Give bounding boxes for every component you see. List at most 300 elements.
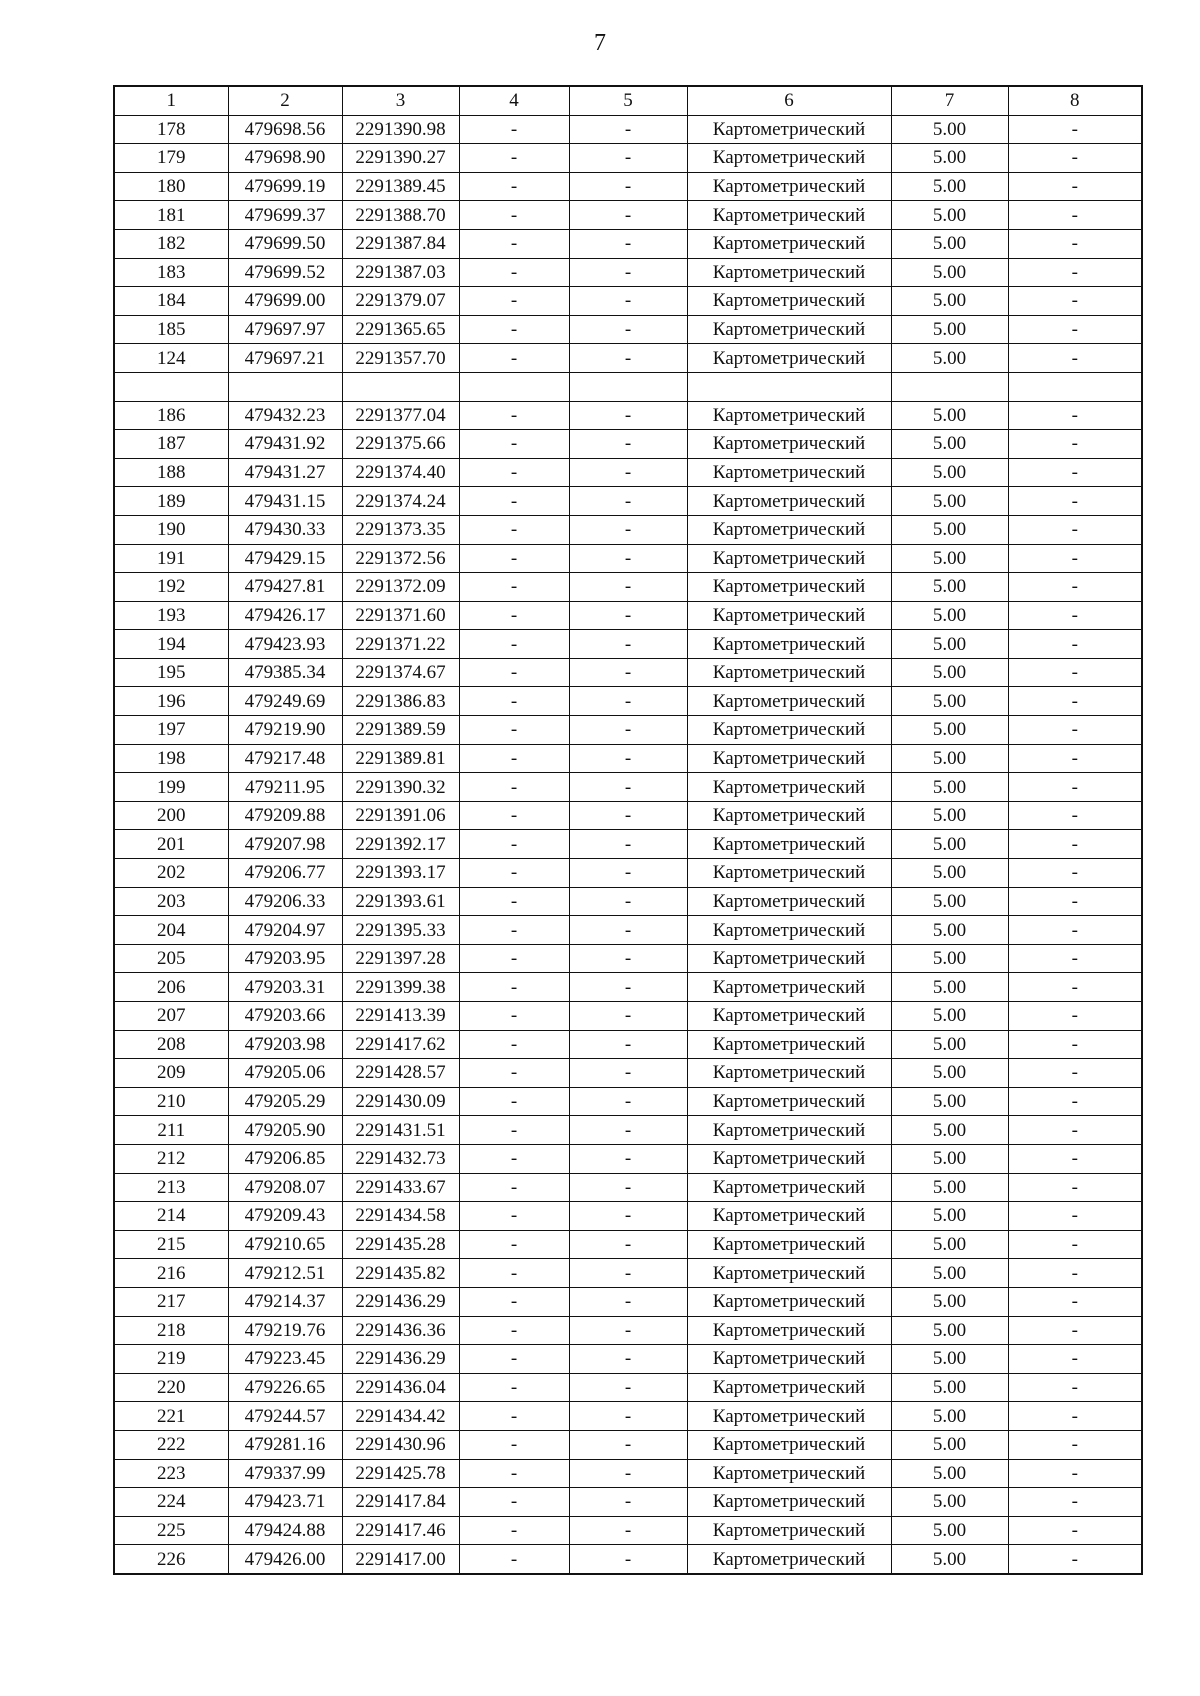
point-number-cell: 200 <box>114 801 228 830</box>
accuracy-cell <box>891 372 1008 401</box>
point-number-cell: 179 <box>114 144 228 173</box>
method-cell: Картометрический <box>687 172 891 201</box>
table-row <box>114 372 1142 401</box>
x-coordinate-cell: 479209.43 <box>228 1202 342 1231</box>
col-4-value-cell: - <box>459 1545 569 1574</box>
accuracy-cell: 5.00 <box>891 658 1008 687</box>
table-row <box>114 515 1142 544</box>
point-number-cell: 215 <box>114 1230 228 1259</box>
accuracy-cell: 5.00 <box>891 315 1008 344</box>
table-row <box>114 1488 1142 1517</box>
point-number-cell: 224 <box>114 1488 228 1517</box>
col-8-value-cell: - <box>1008 115 1142 144</box>
x-coordinate-cell: 479205.90 <box>228 1116 342 1145</box>
method-cell <box>687 372 891 401</box>
table-row <box>114 1116 1142 1145</box>
method-cell: Картометрический <box>687 1345 891 1374</box>
table-row <box>114 1259 1142 1288</box>
x-coordinate-cell: 479431.92 <box>228 430 342 459</box>
point-number-cell: 187 <box>114 430 228 459</box>
table-row <box>114 229 1142 258</box>
point-number-cell: 197 <box>114 716 228 745</box>
x-coordinate-cell: 479429.15 <box>228 544 342 573</box>
x-coordinate-cell: 479337.99 <box>228 1459 342 1488</box>
col-4-value-cell: - <box>459 1259 569 1288</box>
x-coordinate-cell: 479207.98 <box>228 830 342 859</box>
table-row <box>114 859 1142 888</box>
col-8-value-cell: - <box>1008 687 1142 716</box>
col-8-value-cell: - <box>1008 601 1142 630</box>
x-coordinate-cell: 479431.27 <box>228 458 342 487</box>
accuracy-cell: 5.00 <box>891 830 1008 859</box>
method-cell: Картометрический <box>687 1030 891 1059</box>
col-4-value-cell: - <box>459 601 569 630</box>
y-coordinate-cell: 2291390.98 <box>342 115 459 144</box>
accuracy-cell: 5.00 <box>891 1230 1008 1259</box>
page-number: 7 <box>594 30 606 56</box>
y-coordinate-cell: 2291436.04 <box>342 1373 459 1402</box>
col-4-value-cell: - <box>459 1087 569 1116</box>
accuracy-cell: 5.00 <box>891 258 1008 287</box>
x-coordinate-cell: 479385.34 <box>228 658 342 687</box>
x-coordinate-cell: 479226.65 <box>228 1373 342 1402</box>
table-row <box>114 458 1142 487</box>
col-8-value-cell: - <box>1008 1030 1142 1059</box>
col-5-value-cell: - <box>569 658 687 687</box>
method-cell: Картометрический <box>687 944 891 973</box>
col-5-value-cell: - <box>569 401 687 430</box>
method-cell: Картометрический <box>687 487 891 516</box>
col-5-value-cell: - <box>569 144 687 173</box>
y-coordinate-cell: 2291371.60 <box>342 601 459 630</box>
table-row <box>114 1402 1142 1431</box>
point-number-cell: 202 <box>114 859 228 888</box>
table-row <box>114 1202 1142 1231</box>
col-5-value-cell: - <box>569 1087 687 1116</box>
accuracy-cell: 5.00 <box>891 1459 1008 1488</box>
table-row <box>114 487 1142 516</box>
accuracy-cell: 5.00 <box>891 630 1008 659</box>
col-8-value-cell: - <box>1008 1545 1142 1574</box>
table-row <box>114 973 1142 1002</box>
col-4-value-cell <box>459 372 569 401</box>
point-number-cell: 226 <box>114 1545 228 1574</box>
method-cell: Картометрический <box>687 1287 891 1316</box>
method-cell: Картометрический <box>687 801 891 830</box>
x-coordinate-cell: 479430.33 <box>228 515 342 544</box>
y-coordinate-cell: 2291372.56 <box>342 544 459 573</box>
col-8-value-cell: - <box>1008 744 1142 773</box>
method-cell: Картометрический <box>687 1545 891 1574</box>
col-5-value-cell <box>569 372 687 401</box>
accuracy-cell: 5.00 <box>891 229 1008 258</box>
col-8-value-cell: - <box>1008 1144 1142 1173</box>
table-row <box>114 1516 1142 1545</box>
point-number-cell: 204 <box>114 916 228 945</box>
method-cell: Картометрический <box>687 287 891 316</box>
table-row <box>114 315 1142 344</box>
table-row <box>114 944 1142 973</box>
col-4-value-cell: - <box>459 487 569 516</box>
y-coordinate-cell: 2291425.78 <box>342 1459 459 1488</box>
coordinates-table <box>113 85 1143 1575</box>
accuracy-cell: 5.00 <box>891 573 1008 602</box>
col-4-value-cell: - <box>459 830 569 859</box>
col-4-value-cell: - <box>459 1059 569 1088</box>
method-cell: Картометрический <box>687 830 891 859</box>
accuracy-cell: 5.00 <box>891 144 1008 173</box>
table-row <box>114 773 1142 802</box>
col-5-value-cell: - <box>569 1459 687 1488</box>
col-8-value-cell: - <box>1008 1002 1142 1031</box>
column-header: 6 <box>687 86 891 115</box>
col-8-value-cell <box>1008 372 1142 401</box>
table-row <box>114 658 1142 687</box>
accuracy-cell: 5.00 <box>891 859 1008 888</box>
accuracy-cell: 5.00 <box>891 973 1008 1002</box>
col-8-value-cell: - <box>1008 1259 1142 1288</box>
accuracy-cell: 5.00 <box>891 773 1008 802</box>
col-4-value-cell: - <box>459 1516 569 1545</box>
accuracy-cell: 5.00 <box>891 430 1008 459</box>
x-coordinate-cell: 479249.69 <box>228 687 342 716</box>
method-cell: Картометрический <box>687 1059 891 1088</box>
x-coordinate-cell: 479699.52 <box>228 258 342 287</box>
point-number-cell: 216 <box>114 1259 228 1288</box>
accuracy-cell: 5.00 <box>891 1516 1008 1545</box>
x-coordinate-cell: 479424.88 <box>228 1516 342 1545</box>
col-4-value-cell: - <box>459 573 569 602</box>
point-number-cell: 214 <box>114 1202 228 1231</box>
table-row <box>114 401 1142 430</box>
col-4-value-cell: - <box>459 716 569 745</box>
x-coordinate-cell: 479699.50 <box>228 229 342 258</box>
col-8-value-cell: - <box>1008 1459 1142 1488</box>
method-cell: Картометрический <box>687 1402 891 1431</box>
x-coordinate-cell: 479426.00 <box>228 1545 342 1574</box>
table-body <box>114 115 1142 1574</box>
accuracy-cell: 5.00 <box>891 801 1008 830</box>
col-5-value-cell: - <box>569 1173 687 1202</box>
y-coordinate-cell: 2291431.51 <box>342 1116 459 1145</box>
col-4-value-cell: - <box>459 1430 569 1459</box>
y-coordinate-cell: 2291365.65 <box>342 315 459 344</box>
col-8-value-cell: - <box>1008 458 1142 487</box>
col-4-value-cell: - <box>459 1030 569 1059</box>
point-number-cell: 181 <box>114 201 228 230</box>
accuracy-cell: 5.00 <box>891 1059 1008 1088</box>
method-cell: Картометрический <box>687 1316 891 1345</box>
col-5-value-cell: - <box>569 1116 687 1145</box>
point-number-cell: 211 <box>114 1116 228 1145</box>
method-cell: Картометрический <box>687 630 891 659</box>
col-8-value-cell: - <box>1008 344 1142 373</box>
x-coordinate-cell: 479423.71 <box>228 1488 342 1517</box>
col-5-value-cell: - <box>569 887 687 916</box>
accuracy-cell: 5.00 <box>891 601 1008 630</box>
col-5-value-cell: - <box>569 716 687 745</box>
col-5-value-cell: - <box>569 1430 687 1459</box>
x-coordinate-cell: 479204.97 <box>228 916 342 945</box>
col-5-value-cell: - <box>569 973 687 1002</box>
col-5-value-cell: - <box>569 344 687 373</box>
y-coordinate-cell: 2291389.45 <box>342 172 459 201</box>
accuracy-cell: 5.00 <box>891 1287 1008 1316</box>
accuracy-cell: 5.00 <box>891 1087 1008 1116</box>
point-number-cell: 225 <box>114 1516 228 1545</box>
col-8-value-cell: - <box>1008 1373 1142 1402</box>
col-8-value-cell: - <box>1008 859 1142 888</box>
x-coordinate-cell: 479203.98 <box>228 1030 342 1059</box>
point-number-cell: 188 <box>114 458 228 487</box>
table-row <box>114 1173 1142 1202</box>
table-row <box>114 258 1142 287</box>
col-8-value-cell: - <box>1008 258 1142 287</box>
table-row <box>114 1287 1142 1316</box>
col-5-value-cell: - <box>569 1202 687 1231</box>
column-header: 3 <box>342 86 459 115</box>
y-coordinate-cell: 2291430.96 <box>342 1430 459 1459</box>
table-row <box>114 573 1142 602</box>
x-coordinate-cell: 479698.56 <box>228 115 342 144</box>
x-coordinate-cell: 479432.23 <box>228 401 342 430</box>
point-number-cell: 217 <box>114 1287 228 1316</box>
table-row <box>114 801 1142 830</box>
x-coordinate-cell: 479203.31 <box>228 973 342 1002</box>
accuracy-cell: 5.00 <box>891 1316 1008 1345</box>
col-8-value-cell: - <box>1008 1087 1142 1116</box>
column-header: 4 <box>459 86 569 115</box>
x-coordinate-cell: 479208.07 <box>228 1173 342 1202</box>
method-cell: Картометрический <box>687 1230 891 1259</box>
col-4-value-cell: - <box>459 201 569 230</box>
method-cell: Картометрический <box>687 1430 891 1459</box>
col-5-value-cell: - <box>569 773 687 802</box>
col-8-value-cell: - <box>1008 201 1142 230</box>
y-coordinate-cell: 2291430.09 <box>342 1087 459 1116</box>
method-cell: Картометрический <box>687 229 891 258</box>
accuracy-cell: 5.00 <box>891 1402 1008 1431</box>
column-header: 5 <box>569 86 687 115</box>
table-row <box>114 1545 1142 1574</box>
col-8-value-cell: - <box>1008 773 1142 802</box>
accuracy-cell: 5.00 <box>891 716 1008 745</box>
y-coordinate-cell: 2291428.57 <box>342 1059 459 1088</box>
col-5-value-cell: - <box>569 1144 687 1173</box>
x-coordinate-cell: 479426.17 <box>228 601 342 630</box>
col-5-value-cell: - <box>569 544 687 573</box>
y-coordinate-cell: 2291377.04 <box>342 401 459 430</box>
method-cell: Картометрический <box>687 887 891 916</box>
y-coordinate-cell: 2291374.67 <box>342 658 459 687</box>
method-cell: Картометрический <box>687 773 891 802</box>
y-coordinate-cell: 2291417.62 <box>342 1030 459 1059</box>
y-coordinate-cell: 2291436.29 <box>342 1287 459 1316</box>
method-cell: Картометрический <box>687 1259 891 1288</box>
y-coordinate-cell: 2291413.39 <box>342 1002 459 1031</box>
column-header: 8 <box>1008 86 1142 115</box>
point-number-cell: 186 <box>114 401 228 430</box>
col-4-value-cell: - <box>459 115 569 144</box>
accuracy-cell: 5.00 <box>891 1002 1008 1031</box>
col-5-value-cell: - <box>569 744 687 773</box>
x-coordinate-cell: 479431.15 <box>228 487 342 516</box>
col-4-value-cell: - <box>459 658 569 687</box>
col-8-value-cell: - <box>1008 973 1142 1002</box>
method-cell: Картометрический <box>687 401 891 430</box>
table-row <box>114 201 1142 230</box>
x-coordinate-cell: 479212.51 <box>228 1259 342 1288</box>
col-5-value-cell: - <box>569 801 687 830</box>
table-row <box>114 1002 1142 1031</box>
accuracy-cell: 5.00 <box>891 172 1008 201</box>
y-coordinate-cell: 2291436.36 <box>342 1316 459 1345</box>
x-coordinate-cell: 479203.66 <box>228 1002 342 1031</box>
method-cell: Картометрический <box>687 859 891 888</box>
point-number-cell <box>114 372 228 401</box>
method-cell: Картометрический <box>687 916 891 945</box>
method-cell: Картометрический <box>687 1087 891 1116</box>
point-number-cell: 212 <box>114 1144 228 1173</box>
accuracy-cell: 5.00 <box>891 1545 1008 1574</box>
column-header: 2 <box>228 86 342 115</box>
method-cell: Картометрический <box>687 716 891 745</box>
col-5-value-cell: - <box>569 601 687 630</box>
col-5-value-cell: - <box>569 115 687 144</box>
col-4-value-cell: - <box>459 1144 569 1173</box>
point-number-cell: 207 <box>114 1002 228 1031</box>
point-number-cell: 203 <box>114 887 228 916</box>
x-coordinate-cell: 479205.29 <box>228 1087 342 1116</box>
method-cell: Картометрический <box>687 973 891 1002</box>
table-row <box>114 887 1142 916</box>
table-row <box>114 744 1142 773</box>
col-5-value-cell: - <box>569 944 687 973</box>
col-8-value-cell: - <box>1008 544 1142 573</box>
point-number-cell: 195 <box>114 658 228 687</box>
y-coordinate-cell: 2291387.03 <box>342 258 459 287</box>
y-coordinate-cell: 2291390.27 <box>342 144 459 173</box>
y-coordinate-cell: 2291435.28 <box>342 1230 459 1259</box>
col-4-value-cell: - <box>459 401 569 430</box>
method-cell: Картометрический <box>687 573 891 602</box>
table-row <box>114 630 1142 659</box>
x-coordinate-cell: 479209.88 <box>228 801 342 830</box>
col-4-value-cell: - <box>459 229 569 258</box>
col-4-value-cell: - <box>459 973 569 1002</box>
accuracy-cell: 5.00 <box>891 1373 1008 1402</box>
table-row <box>114 1316 1142 1345</box>
table-row <box>114 344 1142 373</box>
x-coordinate-cell: 479203.95 <box>228 944 342 973</box>
col-4-value-cell: - <box>459 744 569 773</box>
col-8-value-cell: - <box>1008 515 1142 544</box>
col-5-value-cell: - <box>569 287 687 316</box>
col-8-value-cell: - <box>1008 172 1142 201</box>
x-coordinate-cell: 479697.21 <box>228 344 342 373</box>
col-5-value-cell: - <box>569 1059 687 1088</box>
col-4-value-cell: - <box>459 773 569 802</box>
col-4-value-cell: - <box>459 916 569 945</box>
point-number-cell: 191 <box>114 544 228 573</box>
col-5-value-cell: - <box>569 1259 687 1288</box>
col-4-value-cell: - <box>459 1173 569 1202</box>
table-row <box>114 1144 1142 1173</box>
x-coordinate-cell: 479210.65 <box>228 1230 342 1259</box>
col-4-value-cell: - <box>459 258 569 287</box>
table-row <box>114 1030 1142 1059</box>
col-5-value-cell: - <box>569 830 687 859</box>
y-coordinate-cell: 2291357.70 <box>342 344 459 373</box>
col-8-value-cell: - <box>1008 144 1142 173</box>
point-number-cell: 178 <box>114 115 228 144</box>
point-number-cell: 219 <box>114 1345 228 1374</box>
point-number-cell: 208 <box>114 1030 228 1059</box>
col-8-value-cell: - <box>1008 944 1142 973</box>
x-coordinate-cell: 479206.85 <box>228 1144 342 1173</box>
col-4-value-cell: - <box>459 1402 569 1431</box>
col-8-value-cell: - <box>1008 630 1142 659</box>
col-4-value-cell: - <box>459 344 569 373</box>
table-row <box>114 830 1142 859</box>
col-5-value-cell: - <box>569 315 687 344</box>
accuracy-cell: 5.00 <box>891 1030 1008 1059</box>
accuracy-cell: 5.00 <box>891 201 1008 230</box>
col-8-value-cell: - <box>1008 287 1142 316</box>
point-number-cell: 199 <box>114 773 228 802</box>
y-coordinate-cell: 2291387.84 <box>342 229 459 258</box>
method-cell: Картометрический <box>687 458 891 487</box>
col-8-value-cell: - <box>1008 487 1142 516</box>
col-5-value-cell: - <box>569 859 687 888</box>
accuracy-cell: 5.00 <box>891 916 1008 945</box>
col-8-value-cell: - <box>1008 1059 1142 1088</box>
col-4-value-cell: - <box>459 1345 569 1374</box>
y-coordinate-cell: 2291395.33 <box>342 916 459 945</box>
y-coordinate-cell: 2291432.73 <box>342 1144 459 1173</box>
col-4-value-cell: - <box>459 544 569 573</box>
col-4-value-cell: - <box>459 172 569 201</box>
y-coordinate-cell: 2291417.46 <box>342 1516 459 1545</box>
col-4-value-cell: - <box>459 1459 569 1488</box>
method-cell: Картометрический <box>687 687 891 716</box>
col-8-value-cell: - <box>1008 1316 1142 1345</box>
table-row <box>114 172 1142 201</box>
method-cell: Картометрический <box>687 115 891 144</box>
col-8-value-cell: - <box>1008 1287 1142 1316</box>
point-number-cell: 184 <box>114 287 228 316</box>
table-row <box>114 1230 1142 1259</box>
method-cell: Картометрический <box>687 515 891 544</box>
accuracy-cell: 5.00 <box>891 744 1008 773</box>
x-coordinate-cell: 479427.81 <box>228 573 342 602</box>
y-coordinate-cell: 2291379.07 <box>342 287 459 316</box>
x-coordinate-cell: 479244.57 <box>228 1402 342 1431</box>
point-number-cell: 185 <box>114 315 228 344</box>
col-8-value-cell: - <box>1008 430 1142 459</box>
y-coordinate-cell: 2291372.09 <box>342 573 459 602</box>
y-coordinate-cell: 2291386.83 <box>342 687 459 716</box>
table-row <box>114 544 1142 573</box>
col-4-value-cell: - <box>459 630 569 659</box>
col-4-value-cell: - <box>459 801 569 830</box>
y-coordinate-cell: 2291392.17 <box>342 830 459 859</box>
method-cell: Картометрический <box>687 201 891 230</box>
y-coordinate-cell: 2291373.35 <box>342 515 459 544</box>
accuracy-cell: 5.00 <box>891 1173 1008 1202</box>
col-5-value-cell: - <box>569 1545 687 1574</box>
col-4-value-cell: - <box>459 458 569 487</box>
